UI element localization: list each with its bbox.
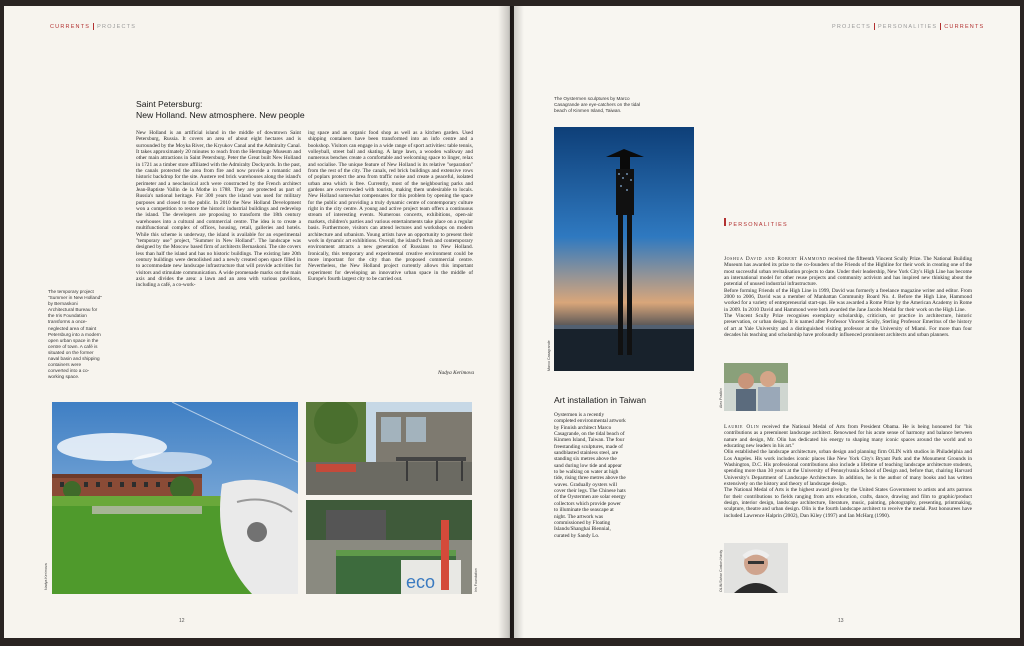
cafe-illustration: [306, 402, 472, 495]
header-section: CURRENTS: [50, 23, 91, 30]
art-body: Oystermen is a recently completed environmental artwork by Finnish architect Marco Casagrande, on the tidal beach of Kinmen Island, Taiwan. The four freestanding sculptures, made of sandblasted stainless steel, are standing six metres above the sand during low tide and appear to be walking on water at high tide, rising three metres above the waves. Gradually oysters will cover their legs. The Chinese hats of the Oystermen are solar energy collectors which provide power to illuminate the seascape at night. The artwork was commissioned by Floating Islands/Shanghai Biennial, curated by Sandy Lo.: [554, 412, 626, 539]
article-column-1: New Holland is an artificial island in the middle of downtown Saint Petersburg, Russia. It covers an area of about eight hectares and is surrounded by the Moyka River, the Kryukov Canal and the Admiralty Canal. It takes approximately 20 minutes to reach from the Hermitage Museum and other main attractions in Saint Petersburg. Peter the Great built New Holland in 1721 as a timber store affiliated with the Admiralty Dockyards. In the past, the canals protected the area from fire and now provide a romantic and historic backdrop for the site. Austere red brick warehouses along the island's perimeter and a neoclassical arch were constructed by the French architect Jean-Baptiste Vallin de la Mothe in 1788. They are protected as part of Russia's national heritage. For 300 years the island was used for military purposes and closed to the public. In 2010 the New Holland Development won a competition to restore the historic industrial buildings and redevelop the island. The developers are proposing to transform the 18th century warehouses into a cultural and commercial centre. The idea is to create a multifunctional complex of offices, housing, retail, galleries and hotels. While this scheme is underway, the island is available for an experimental "temporary use" project, "Summer in New Holland". The landscape was designed by the Moscow based firm of architects Bernaskoni. The site covers less than half the island and has no historic buildings. The existing late 20th century buildings were demolished and a newly created open space filled in to accommodate new landscape infrastructure that will provide activities for visitors and stimulate communication. A wide promenade marks out the main axis and divides the area: a lawn and an area with various pavilions, including a café, a co-work-: [136, 130, 301, 289]
honoree-names-1: Joshua David and Robert Hammond: [724, 256, 827, 262]
new-holland-illustration: [52, 402, 298, 594]
honoree-names-2: Laurie Olin: [724, 424, 760, 430]
photo-credit-olin: OLIN/Sahar Coston-Hardy: [719, 549, 723, 592]
running-header-right: PROJECTS PERSONALITIES CURRENTS: [832, 23, 985, 30]
oystermen-caption: The Oystermen sculptures by Marco Casagrande are eye-catchers on the tidal beach of Kinmen Island, Taiwan.: [554, 96, 640, 114]
book-gutter: [498, 6, 524, 638]
personalities-block-1: Joshua David and Robert Hammond received the fifteenth Vincent Scully Prize. The National Building Museum has awarded its prize to the co-founders of the Friends of the Highline for their work in creating one of the most successful urban revitalisation projects to date. Under their leadership, New York City's High Line has become an international model for other reuse projects and community activism and has inspired new thinking about the potential of unused industrial infrastructure. Before forming Friends of the High Line in 1999, David was formerly a freelance magazine writer and editor. From 2000 to 2006, David was a member of Manhattan Community Board No. 4. Before the High Line, Hammond worked for a variety of entrepreneurial start-ups. He was awarded a Rome Prize by the American Academy in Rome in 2009. In 2010 David and Hammond were both awarded the Jane Jacobs Medal for their work on the High Line. The Vincent Scully Prize recognises exemplary scholarship, criticism, or practice in architecture, historic preservation, or urban design. It is named after Professor Vincent Scully, Sterling Professor Emeritus of the history of art at Yale University and a distinguished visiting professor at the University of Miami. For more than four decades his teaching and scholarship have profoundly influenced prominent architects and urban planners.: [724, 256, 972, 339]
article-headline: Saint Petersburg: New Holland. New atmosphere. New people: [136, 99, 305, 120]
art-headline: Art installation in Taiwan: [554, 395, 647, 405]
container-illustration: [306, 500, 472, 594]
david-hammond-photo: [724, 363, 788, 411]
page-number-right: 13: [838, 618, 844, 624]
personalities-heading: PERSONALITIES: [724, 213, 788, 231]
side-caption: The temporary project "Summer in New Holland" by Bernaskoni Architectural Bureau for the Iris Foundation transforms a once-neglected area of Saint Petersburg into a modern open urban space in the centre of town. A café is situated on the former naval basin and shipping containers were converted into a co-working space.: [48, 289, 102, 379]
svg-text:eco: eco: [406, 572, 436, 592]
photo-credit-1: Nadya Kerimova: [44, 563, 48, 590]
right-page: [514, 6, 1020, 638]
oystermen-photo: [554, 127, 694, 371]
header-sub: PROJECTS: [97, 23, 137, 30]
running-header: [50, 23, 136, 30]
portrait-illustration-2: [724, 543, 788, 593]
page-number-left: 12: [179, 618, 185, 624]
oystermen-photo-credit: Marco Casagrande: [547, 340, 551, 371]
new-holland-photo: [52, 402, 298, 594]
cafe-photo: [306, 402, 472, 495]
portrait-illustration-1: [724, 363, 788, 411]
article-author: Nadya Kerimova: [437, 370, 474, 376]
photo-credit-hammond: Alex Fradkin: [719, 388, 723, 408]
photo-credit-2: Iris Foundation: [474, 568, 478, 592]
article-column-2: ing space and an organic food shop as well as a kitchen garden. Used shipping containers have been transformed into an info centre and a bookshop. Visitors can engage in a wide range of sport activities: table tennis, volleyball, street ball and skating. A large lawn, a wooden walkway and numerous benches create a comfortable and welcoming space to linger, relax and socialise. The unique feature of New Holland is its relative "separation" from the rest of the city. The canals, red brick buildings and extensive rows of poplars protect the area from traffic noise and create a peaceful, isolated urban area which is free. Currently, most of the neighbouring parks and gardens are overcrowded with tourists, making them undesirable to locals. New Holland somewhat compensates for this problem by opening the space for the public and providing a truly dynamic centre of contemporary culture right in the city centre. A young and active project team offers a continuous stream of interesting events. Numerous concerts, exhibitions, open-air markets, children's parties and various entertainments take place on a regular basis. Furthermore, visitors can attend lectures and workshops on modern architecture and urbanism. Young artists have an opportunity to present their work in dynamic art exhibitions. Overall, the island's fresh and contemporary environment attracts a new generation of Russians to New Holland. Ironically, this temporary and experimental creative environment could be more important for the city than the proposed commercial centre. Nevertheless, the New Holland project currently allows this important experiment for developing an innovative urban space in the middle of Europe's fourth largest city to be carried out.: [308, 130, 473, 282]
container-photo: [306, 500, 472, 594]
oystermen-illustration: [554, 127, 694, 371]
left-page: [4, 6, 510, 638]
olin-photo: [724, 543, 788, 593]
personalities-block-2: Laurie Olin received the National Medal of Arts from President Obama. He is being honoured for "his contributions as a preeminent landscape architect. Renowned for his acute sense of harmony and balance between nature and design, Mr. Olin has dedicated his energy to shaping many iconic spaces around the world and to educating new leaders in his art." Olin established the landscape architecture, urban design and planning firm OLIN with studios in Philadelphia and Los Angeles. His work includes iconic places like New York City's Bryant Park and the Monument Grounds in Washington, D.C. His professional contributions also include a lifetime of teaching landscape architecture students, spending more than 30 years at the University of Pennsylvania School of Design and, before that, chairing Harvard University's Department of Landscape Architecture. In addition, he is the author of many books and has written extensively on the history and theory of landscape design. The National Medal of Arts is the highest award given by the United States Government to artists and arts patrons for their contributions to fields ranging from arts education, crafts, dance, drawing and film to graphic/product design, interior design, landscape architecture, literature, music, painting, photography, presenting, printmaking, sculpture, theatre and urban design. Olin is the fourth landscape architect to receive the medal. Past honourees have included Lawrence Halprin (2002), Dan Kiley (1997) and Ian McHarg (1990).: [724, 424, 972, 519]
